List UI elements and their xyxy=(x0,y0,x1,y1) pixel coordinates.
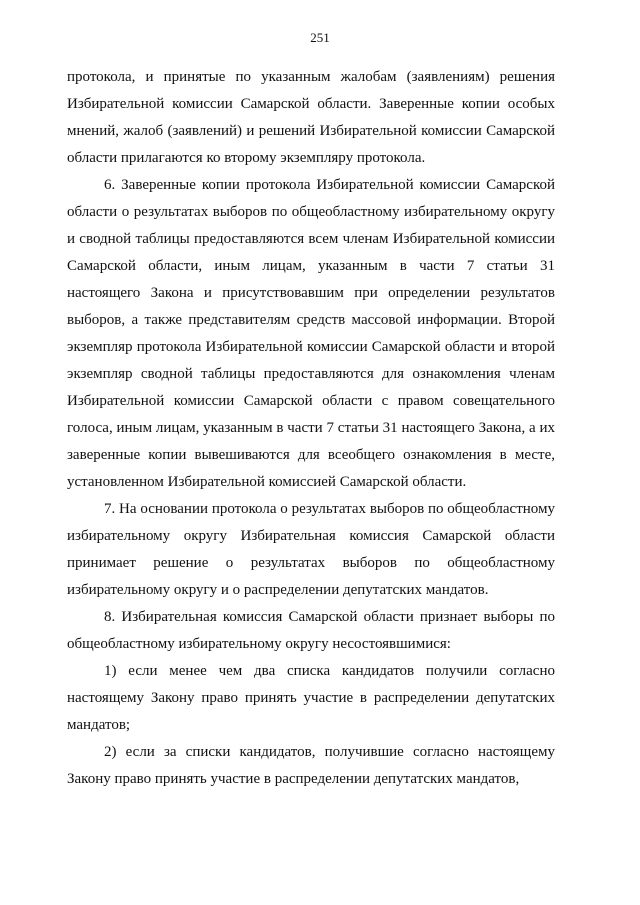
page-number: 251 xyxy=(310,30,330,45)
subitem-1: 1) если менее чем два списка кандидатов получили согласно настоящему Закону право принять участие в распределении депутатских мандатов; xyxy=(67,663,555,733)
paragraph-item-7: 7. На основании протокола о результатах выборов по общеобластному избирательному округу Избирательная комиссия Самарской области принимает решение о результатах выборов по общеобластному избирательному округу и о распределении депутатских мандатов. xyxy=(67,501,555,598)
paragraph-item-8: 8. Избирательная комиссия Самарской области признает выборы по общеобластному избирательному округу несостоявшимися: xyxy=(67,609,555,652)
paragraph-continuation: протокола, и принятые по указанным жалобам (заявлениям) решения Избирательной комиссии Самарской области. Заверенные копии особых мнений, жалоб (заявлений) и решений Избирательной комиссии Самарской области прилагаются ко второму экземпляру протокола. xyxy=(67,69,555,166)
paragraph-item-6: 6. Заверенные копии протокола Избирательной комиссии Самарской области о результатах выборов по общеобластному избирательному округу и сводной таблицы предоставляются всем членам Избирательной комиссии Самарской области, иным лицам, указанным в части 7 статьи 31 настоящего Закона и присутствовавшим при определении результатов выборов, а также представителям средств массовой информации. Второй экземпляр протокола Избирательной комиссии Самарской области и второй экземпляр сводной таблицы предоставляются для ознакомления членам Избирательной комиссии Самарской области с правом совещательного голоса, иным лицам, указанным в части 7 статьи 31 настоящего Закона, а их заверенные копии вывешиваются для всеобщего ознакомления в месте, установленном Избирательной комиссией Самарской области. xyxy=(67,177,555,490)
document-body xyxy=(67,64,555,793)
subitem-2: 2) если за списки кандидатов, получившие согласно настоящему Закону право принять участие в распределении депутатских мандатов, xyxy=(67,744,555,787)
